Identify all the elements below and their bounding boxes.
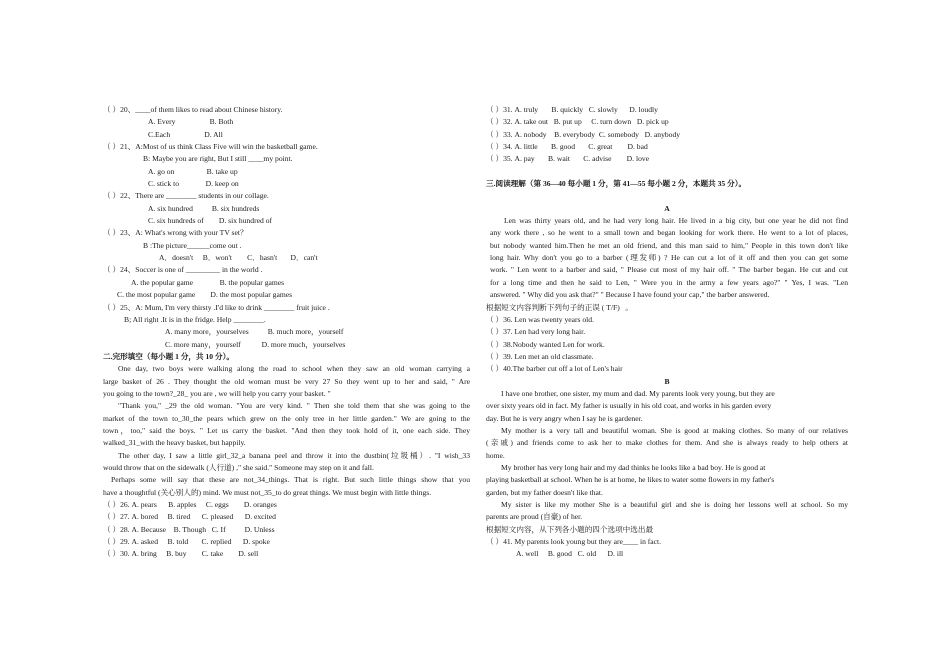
right-column-line: (亲戚) and friends come to ask her to make clothes for them. And she is always ready to help others at (486, 438, 848, 448)
left-column-line: C. stick to D. keep on (148, 179, 239, 189)
right-column-line: but nobody wanted him.Then he met an old friend, and this man said to him," People in this town don't like (490, 240, 848, 250)
left-column-line: （ ）28. A. Because B. Though C. If D. Unless (103, 524, 275, 534)
left-column-line: B: Maybe you are right, But I still ____my point. (143, 154, 293, 164)
left-column (103, 104, 470, 561)
left-column-line: （ ）24、Soccer is one of _________ in the world . (103, 265, 263, 275)
right-column-line: any work there , so he went to a small town and began looking for work there. He went to a lot of places, (490, 228, 848, 238)
left-column-line: The other day, I saw a little girl_32_a banana peel and throw it into the dustbin(垃圾桶）. "I wish_33 (118, 450, 470, 460)
right-column-line: playing basketball at school. When he is at home, he likes to water some flowers in my father's (486, 475, 775, 485)
left-column-line: A. many more，yourselves B. much more，yourself (165, 327, 344, 337)
left-column-line: （ ）21、A:Most of us think Class Five will win the basketball game. (103, 142, 318, 152)
left-column-line: "Thank you," _29 the old woman. "You are very kind. " Then she told them that she was going to the (118, 401, 470, 411)
right-column-line: Len was thirty years old, and he had very long hair. He lived in a big city, but one year he did not find (504, 216, 848, 226)
left-column-line: C. the most popular game D. the most popular games (117, 290, 293, 300)
right-column-line: （ ）35. A. pay B. wait C. advise D. love (486, 154, 650, 164)
right-column-line: My sister is like my mother She is a beautiful girl and she is doing her lessons well at school. So my (501, 500, 848, 509)
right-column-line: （ ）34. A. little B. good C. great D. bad (486, 142, 648, 152)
right-column-line: work. " Len went to a barber and said, " Please cut most of my hair off. " The barber began. He cut and cut (490, 265, 848, 275)
right-column-line: （ ）32. A. take out B. put up C. turn down D. pick up (486, 117, 669, 127)
right-column-line: answered. " Why did you ask that?" " Because I have found your cap," the barber answered. (490, 290, 770, 300)
left-column-line: have a thoughtful (关心别人的) mind. We must not_35_to do great things. We must begin with little things. (103, 487, 432, 497)
right-column-line: （ ）41. My parents look young but they are____ in fact. (486, 537, 662, 547)
left-column-line: A. six hundred B. six hundreds (148, 203, 260, 213)
left-column-line: （ ）29. A. asked B. told C. replied D. spoke (103, 537, 270, 547)
right-column-line: 根据短文内容判断下列句子的正误 ( T/F) 。 (486, 302, 634, 312)
left-column-line: C.Each D. All (148, 129, 223, 139)
right-column-line: I have one brother, one sister, my mum and dad. My parents look very young, but they are (501, 388, 775, 398)
left-column-line: （ ）27. A. bored B. tired C. pleased D. excited (103, 512, 276, 522)
left-column-line: B; All right .It is in the fridge. Help ________. (124, 314, 266, 324)
left-column-line: One day, two boys were walking along the road to school when they saw an old woman carrying a (118, 364, 470, 374)
left-column-line: （ ）25、A: Mum, I'm very thirsty .I'd like to drink ________ fruit juice . (103, 302, 330, 312)
right-column-line: （ ）33. A. nobody B. everybody C. somebody D. anybody (486, 129, 681, 139)
left-column-line: （ ）26. A. pears B. apples C. eggs D. oranges (103, 500, 277, 509)
right-column-line: My mother is a very tall and beautiful woman. She is good at making clothes. So many of our relatives (501, 425, 848, 435)
left-column-line: A. the popular game B. the popular games (131, 277, 285, 287)
left-column-line: B :The picture______come out . (143, 240, 242, 250)
right-column-line: （ ）31. A. truly B. quickly C. slowly D. loudly (486, 105, 658, 114)
right-column-line: B (664, 376, 670, 386)
left-column-line: C. more many，yourself D. more much，yourselves (165, 339, 346, 349)
left-column-line: A. Every B. Both (148, 117, 234, 127)
right-column-line: over sixty years old in fact. My father is usually in his old coat, and works in his garden every (486, 401, 772, 411)
right-column-line: home. (486, 450, 505, 460)
right-column (486, 104, 848, 561)
right-column-line (486, 190, 848, 202)
left-column-line: Perhaps some will say that these are not_34_things. That is right. But such little things show that you (111, 475, 470, 485)
left-column-line: walked_31_with the heavy basket, but happily. (103, 438, 246, 448)
right-column-line: （ ）40.The barber cut off a lot of Len's hair (486, 364, 623, 374)
left-column-line: A．doesn't B．won't C．hasn't D．can't (159, 253, 318, 263)
right-column-line: 根据短文内容，从下列各小题的四个选项中选出最 (486, 524, 654, 534)
right-column-line: （ ）37. Len had very long hair. (486, 327, 586, 337)
right-column-line: day. But he is very angry when I say he is gardener. (486, 413, 643, 423)
left-column-line: （ ）22、There are ________ students in our collage. (103, 191, 269, 201)
right-column-line: （ ）38.Nobody wanted Len for work. (486, 339, 605, 349)
left-column-line: would throw that on the sidewalk (人行道) ," she said." Someone may step on it and fall. (103, 462, 374, 472)
right-column-line: parents are proud (自豪) of her. (486, 512, 583, 522)
left-column-line: market of the town to_30_the pears which grew on the only tree in her little garden." We are going to the (103, 413, 470, 423)
right-column-line: My brother has very long hair and my dad thinks he looks like a bad boy. He is good at (501, 462, 766, 472)
right-column-line: （ ）39. Len met an old classmate. (486, 351, 594, 361)
right-column-line: A (664, 203, 670, 213)
right-column-line: long hair. Why don't you go to a barber (理发师) ? He can cut a lot of it off and then you can get some (490, 253, 848, 263)
right-column-line: for a long time and then he said to Len, " Were you in the army a few years ago?" " Yes, I was. "Len (490, 277, 848, 287)
right-column-line: （ ）36. Len was twenty years old. (486, 314, 594, 324)
left-column-line: （ ）20、____of them likes to read about Chinese history. (103, 105, 283, 114)
right-column-line: A. well B. good C. old D. ill (516, 549, 624, 559)
left-column-line: town，too," said the boys. " Let us carry the basket. "And then they took hold of it, one each side. They (103, 425, 470, 435)
left-column-line: （ ）23、A: What's wrong with your TV set？ (103, 228, 248, 238)
right-column-line (486, 166, 848, 178)
left-column-line: （ ）30. A. bring B. buy C. take D. sell (103, 549, 259, 559)
right-column-line: garden, but my father doesn't like that. (486, 487, 603, 497)
left-column-line: A. go on B. take up (148, 166, 238, 176)
left-column-line: you going to the town?_28_ you are , we will help you carry your basket. " (103, 388, 331, 398)
left-column-line: C. six hundreds of D. six hundred of (148, 216, 273, 226)
left-column-line: 二.完形填空（每小题 1 分，共 10 分）。 (103, 351, 234, 361)
left-column-line: large basket of 26 . They thought the old woman must be very 27 So they went up to her and said, " Are (103, 376, 470, 386)
right-column-line: 三.阅读理解（第 36—40 每小题 1 分，第 41—55 每小题 2 分，本题共 35 分）。 (486, 179, 747, 189)
